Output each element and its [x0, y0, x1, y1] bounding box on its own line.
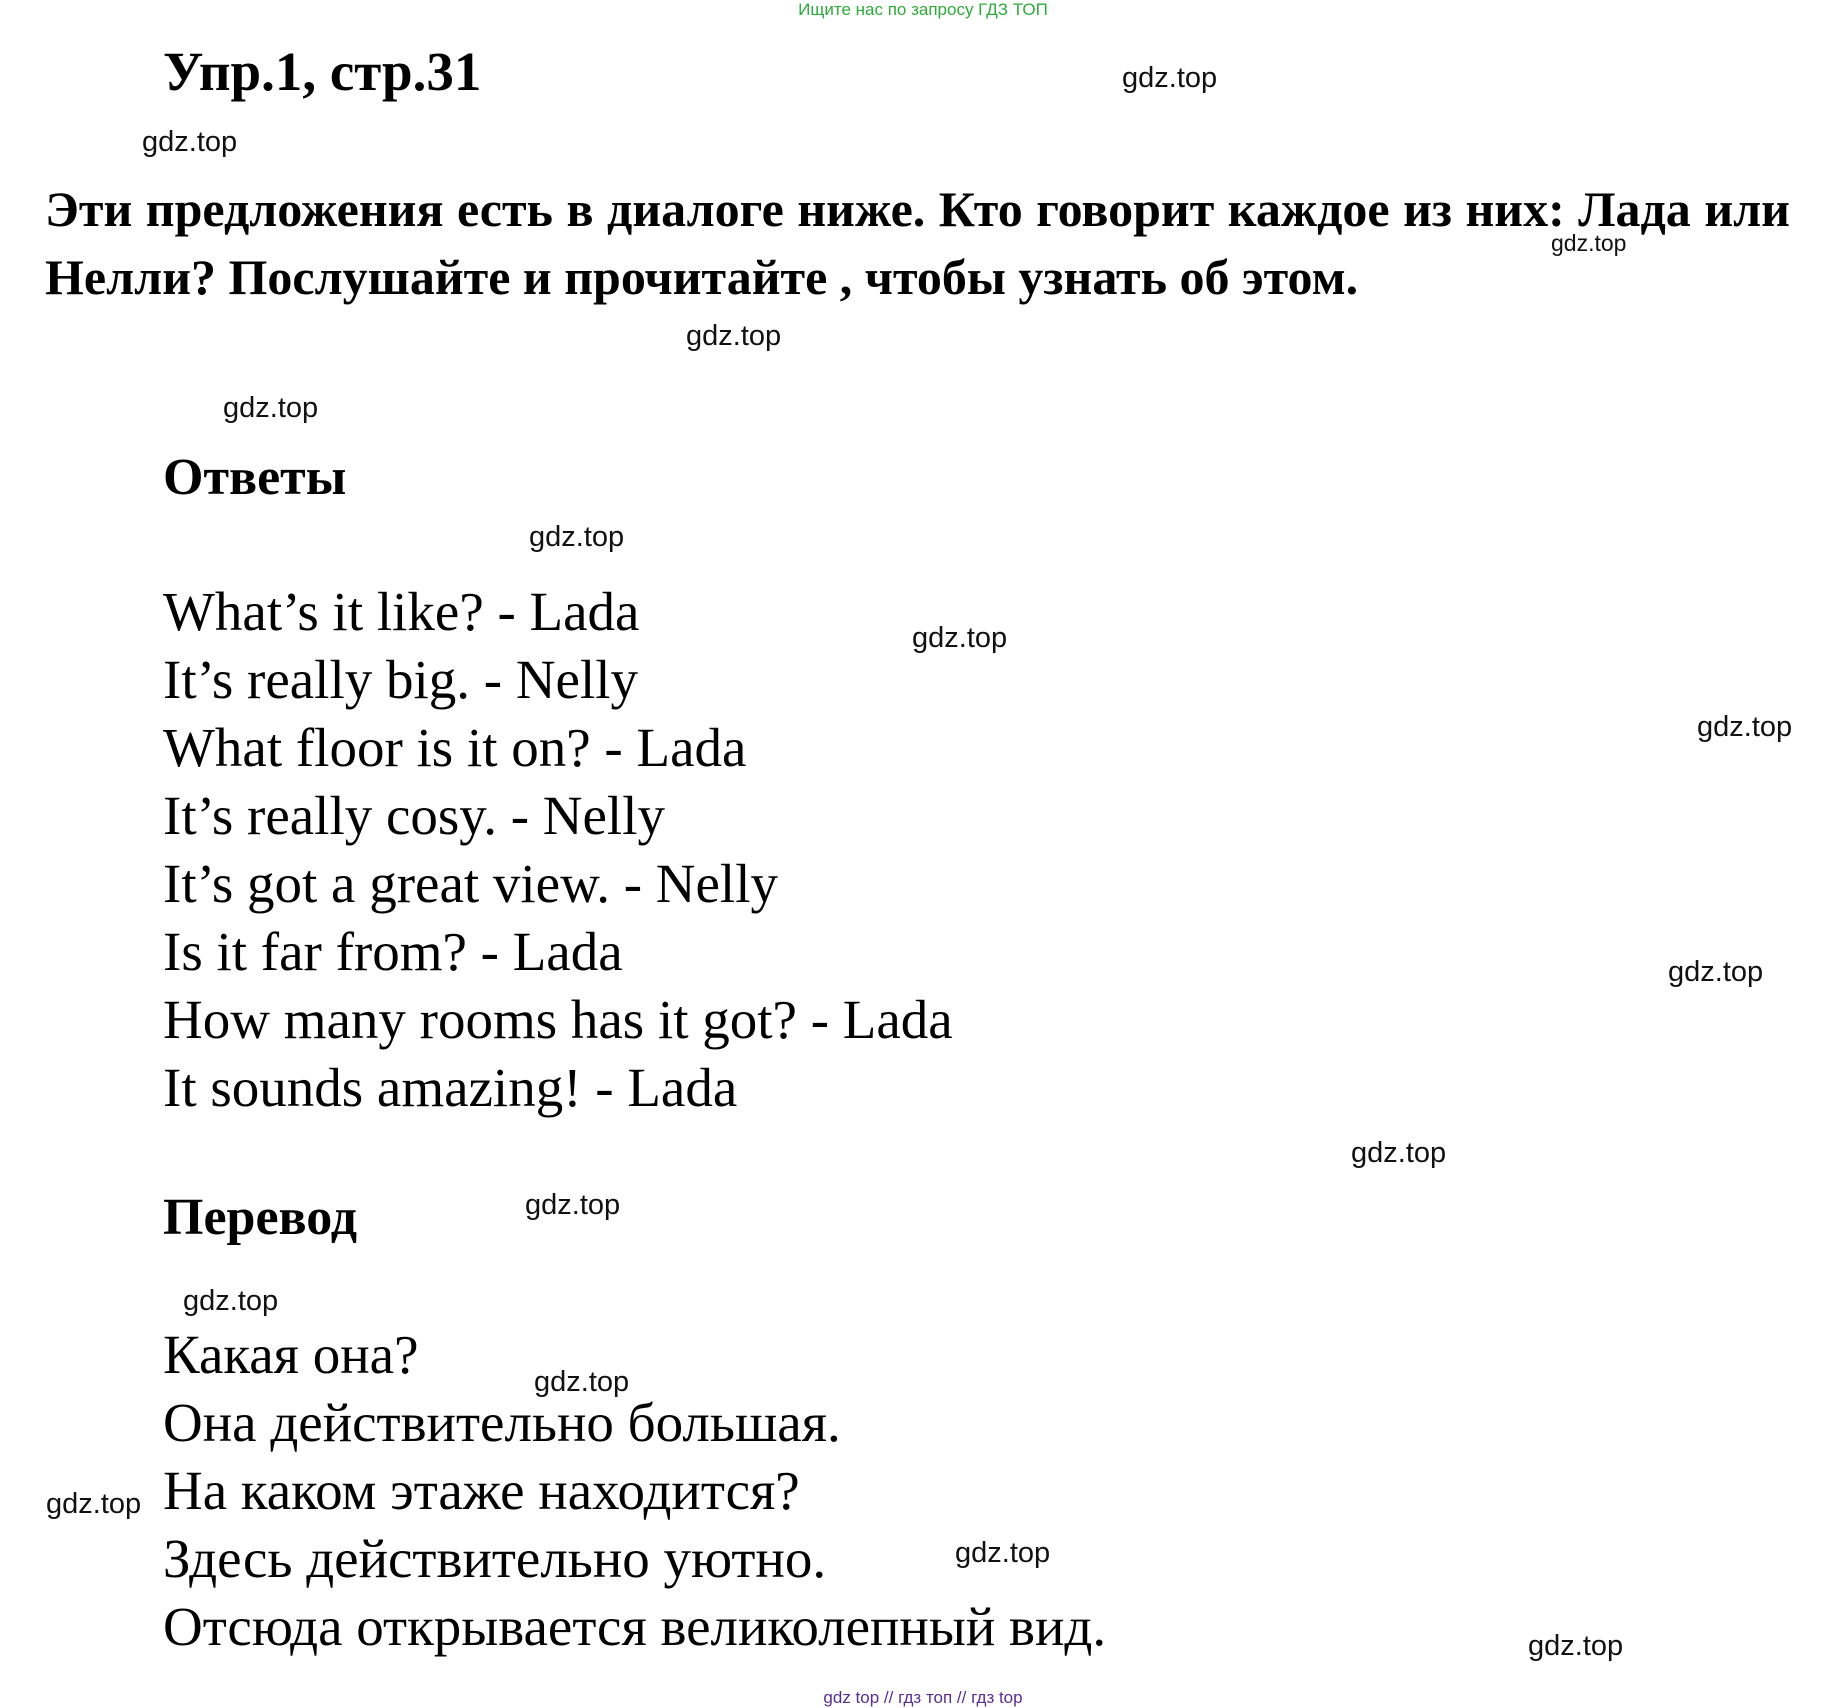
- watermark: gdz.top: [534, 1366, 630, 1398]
- watermark: gdz.top: [912, 622, 1008, 654]
- instruction-text: Эти предложения есть в диалоге ниже. Кто говорит каждое из них: Лада или Нелли? Послушайте и прочитайте , чтобы узнать об этом.: [45, 181, 1790, 305]
- top-banner: Ищите нас по запросу ГДЗ ТОП: [798, 0, 1048, 19]
- answer-item: What’s it like? - Lada: [163, 581, 640, 642]
- watermark: gdz.top: [1551, 230, 1627, 256]
- page-title: Упр.1, стр.31: [163, 41, 482, 102]
- watermark: gdz.top: [1528, 1630, 1624, 1662]
- translation-item: Здесь действительно уютно.: [163, 1528, 827, 1589]
- answer-item: Is it far from? - Lada: [163, 921, 623, 982]
- translation-list: [163, 1321, 1106, 1661]
- translation-item: Какая она?: [163, 1324, 419, 1385]
- translation-item: Она действительно большая.: [163, 1392, 841, 1453]
- watermark: gdz.top: [1122, 62, 1218, 94]
- answer-item: How many rooms has it got? - Lada: [163, 989, 953, 1050]
- watermark: gdz.top: [223, 392, 319, 424]
- watermark: gdz.top: [529, 521, 625, 553]
- watermark: gdz.top: [955, 1537, 1051, 1569]
- footer: gdz top // гдз топ // гдз top: [823, 1688, 1023, 1707]
- answers-list: [163, 578, 953, 1122]
- watermark: gdz.top: [525, 1189, 621, 1221]
- answers-heading: Ответы: [163, 449, 347, 506]
- answer-item: It sounds amazing! - Lada: [163, 1057, 738, 1118]
- watermark: gdz.top: [1697, 711, 1793, 743]
- watermark: gdz.top: [142, 126, 238, 158]
- translation-item: Отсюда открывается великолепный вид.: [163, 1596, 1107, 1657]
- watermark: gdz.top: [686, 320, 782, 352]
- translation-item: На каком этаже находится?: [163, 1460, 800, 1521]
- answer-item: What floor is it on? - Lada: [163, 717, 747, 778]
- watermark: gdz.top: [1351, 1137, 1447, 1169]
- answer-item: It’s really cosy. - Nelly: [163, 785, 665, 846]
- watermark: gdz.top: [46, 1488, 142, 1520]
- translation-heading: Перевод: [163, 1189, 358, 1246]
- answer-item: It’s really big. - Nelly: [163, 649, 639, 710]
- watermark: gdz.top: [183, 1285, 279, 1317]
- answer-item: It’s got a great view. - Nelly: [163, 853, 778, 914]
- watermark: gdz.top: [1668, 956, 1764, 988]
